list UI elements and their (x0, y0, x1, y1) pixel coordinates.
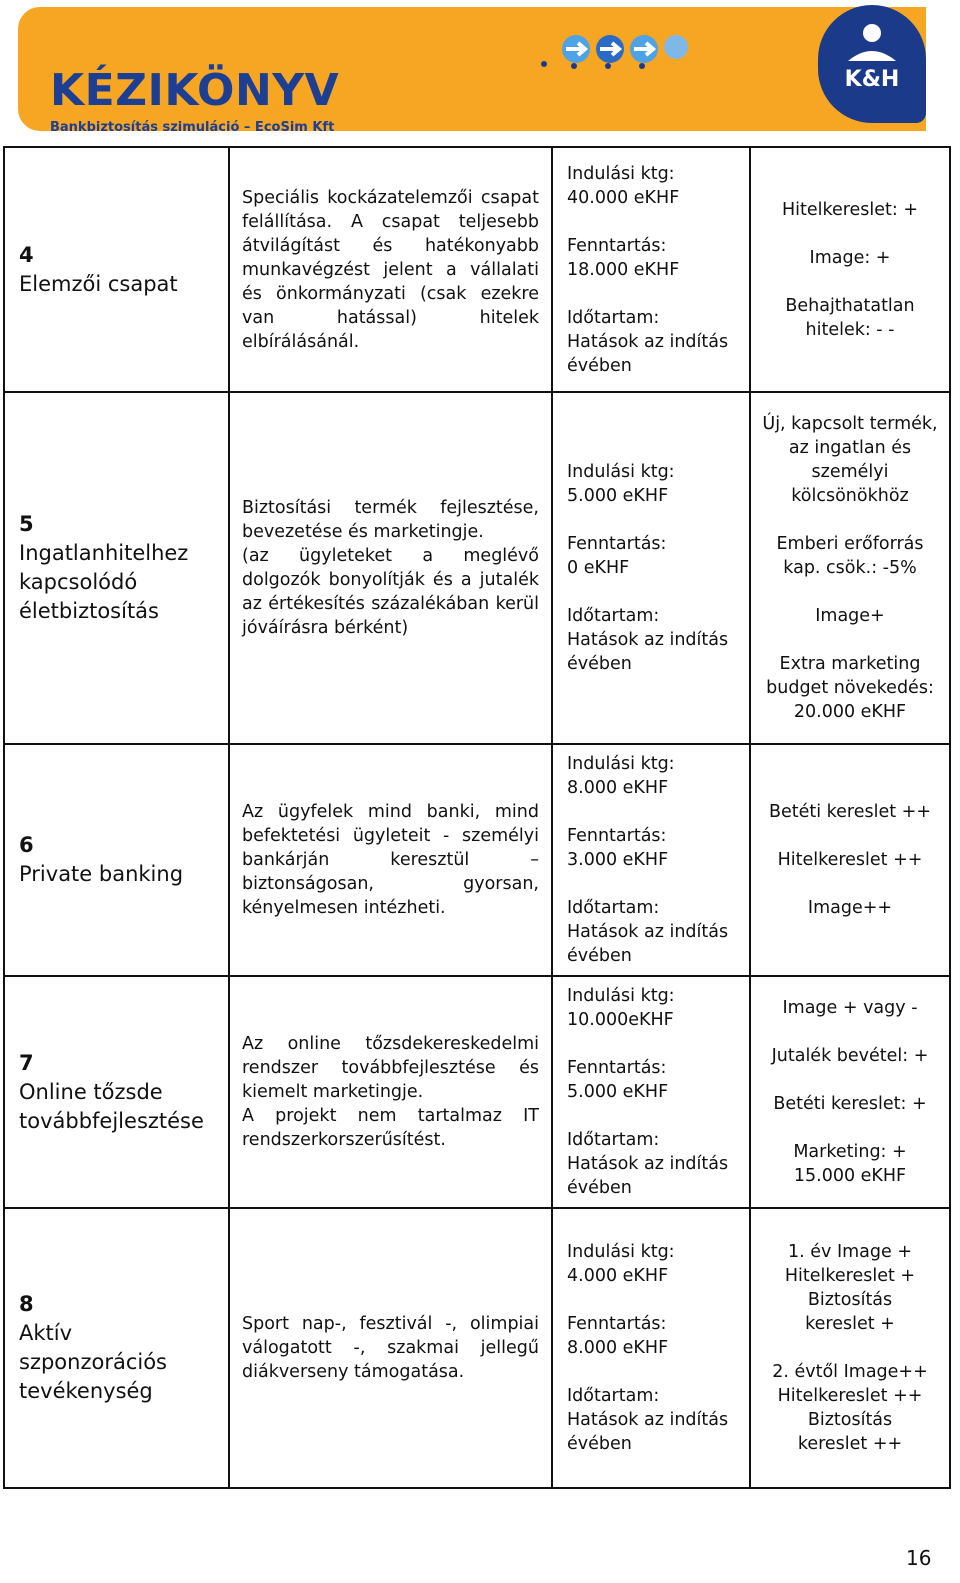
project-name-cell (4, 976, 229, 1208)
effect-text: Emberi erőforrás kap. csök.: -5% (776, 534, 924, 578)
cost-label: Fenntartás: (567, 235, 667, 256)
project-name: Ingatlanhitelhez kapcsolódó életbiztosítás (19, 541, 189, 623)
project-description-cell (229, 976, 552, 1208)
person-logo-icon (844, 23, 900, 63)
description-text: A projekt nem tartalmaz IT rendszerkorszerűsítést. (242, 1106, 539, 1150)
project-number: 7 (19, 1050, 34, 1075)
cost-cell (552, 1208, 750, 1488)
project-name-cell (4, 1208, 229, 1488)
header-banner (18, 7, 926, 135)
description-text: Sport nap-, fesztivál -, olimpiai válogatott -, szakmai jellegű diákverseny támogatása. (242, 1314, 539, 1382)
cost-cell (552, 976, 750, 1208)
cost-label: Időtartam: (567, 898, 660, 918)
project-name: Online tőzsde továbbfejlesztése (19, 1079, 204, 1133)
cost-value: 18.000 eKHF (567, 259, 680, 280)
cost-label: Indulási ktg: (567, 986, 675, 1006)
cost-label: Időtartam: (567, 606, 660, 626)
table-row (4, 392, 950, 744)
cost-value: Hatások az indítás évében (567, 922, 729, 966)
effect-text: Hitelkereslet ++ (777, 850, 923, 870)
project-description-cell (229, 1208, 552, 1488)
project-description-cell (229, 147, 552, 392)
page-number: 16 (906, 1546, 932, 1570)
table-row (4, 1208, 950, 1488)
effect-text: Betéti kereslet: + (773, 1094, 927, 1114)
cost-label: Fenntartás: (567, 534, 667, 554)
cost-value: 8.000 eKHF (567, 1338, 669, 1358)
cost-label: Indulási ktg: (567, 163, 675, 184)
cost-cell (552, 744, 750, 976)
effects-cell (750, 392, 950, 744)
project-number: 6 (19, 833, 34, 857)
effect-text: Új, kapcsolt termék, az ingatlan és személyi kölcsönökhöz (762, 414, 938, 506)
project-number: 4 (19, 242, 34, 267)
description-text: (az ügyleteket a meglévő dolgozók bonyolítják és a jutalék az értékesítés százalékában kerül jóváírásra bérként) (242, 546, 539, 638)
effect-text: Betéti kereslet ++ (768, 802, 932, 822)
cost-value: Hatások az indítás évében (567, 630, 729, 674)
description-text: Az ügyfelek mind banki, mind befektetési ügyleteit - személyi bankárján keresztül – biztonságosan, gyorsan, kényelmesen intézheti. (242, 802, 539, 918)
cost-label: Fenntartás: (567, 826, 667, 846)
cost-label: Időtartam: (567, 1130, 660, 1150)
effects-cell (750, 147, 950, 392)
project-name: Aktív szponzorációs tevékenység (19, 1321, 167, 1403)
cost-label: Fenntartás: (567, 1314, 667, 1334)
project-name-cell (4, 744, 229, 976)
cost-value: 3.000 eKHF (567, 850, 669, 870)
project-table (3, 146, 951, 1489)
table-row (4, 147, 950, 392)
effects-cell (750, 1208, 950, 1488)
cost-label: Indulási ktg: (567, 754, 675, 774)
effect-text: Behajthatatlan hitelek: - - (785, 295, 915, 340)
project-name: Elemzői csapat (19, 271, 178, 296)
effect-text: Image: + (809, 247, 891, 268)
effect-text: Image++ (807, 898, 893, 918)
kh-logo (818, 5, 926, 123)
cost-value: 10.000eKHF (567, 1010, 674, 1030)
cost-value: 5.000 eKHF (567, 1082, 669, 1102)
effects-cell (750, 744, 950, 976)
cost-cell (552, 147, 750, 392)
description-text: Speciális kockázatelemzői csapat felállítása. A csapat teljesebb átvilágítást és hatékonyabb munkavégzést jelent a vállalati és önkormányzati (csak ezekre van hatással) hitelek elbírálásánál. (242, 187, 539, 352)
project-name-cell (4, 147, 229, 392)
manual-title: KÉZIKÖNYV (50, 65, 340, 116)
effect-text: Hitelkereslet: + (781, 199, 919, 220)
logo-text: K&H (844, 67, 900, 92)
cost-label: Indulási ktg: (567, 1242, 675, 1262)
table-row (4, 744, 950, 976)
project-name: Private banking (19, 862, 184, 886)
cost-value: 40.000 eKHF (567, 187, 680, 208)
effect-text: Jutalék bevétel: + (771, 1046, 929, 1066)
project-number: 5 (19, 512, 34, 536)
effect-text: Image+ (815, 606, 885, 626)
cost-cell (552, 392, 750, 744)
cost-value: Hatások az indítás évében (567, 1154, 729, 1198)
effect-text: 1. év Image + Hitelkereslet + Biztosítás kereslet + (784, 1242, 916, 1334)
description-text: Biztosítási termék fejlesztése, bevezetése és marketingje. (242, 498, 539, 542)
cost-value: Hatások az indítás évében (567, 331, 729, 376)
description-text: Az online tőzsdekereskedelmi rendszer továbbfejlesztése és kiemelt marketingje. (242, 1034, 539, 1102)
project-number: 8 (19, 1292, 34, 1316)
table-row (4, 976, 950, 1208)
effects-cell (750, 976, 950, 1208)
cost-label: Indulási ktg: (567, 462, 675, 482)
effect-text: Extra marketing budget növekedés: 20.000 eKHF (766, 654, 934, 722)
cost-value: Hatások az indítás évében (567, 1410, 729, 1454)
project-description-cell (229, 392, 552, 744)
cost-value: 5.000 eKHF (567, 486, 669, 506)
effect-text: Marketing: + 15.000 eKHF (793, 1142, 907, 1186)
cost-value: 0 eKHF (567, 558, 630, 578)
cost-label: Időtartam: (567, 1386, 660, 1406)
effect-text: 2. évtől Image++ Hitelkereslet ++ Biztosítás kereslet ++ (772, 1362, 928, 1454)
project-name-cell (4, 392, 229, 744)
manual-subtitle: Bankbiztosítás szimuláció – EcoSim Kft (50, 120, 335, 135)
effect-text: Image + vagy - (782, 998, 918, 1018)
navigation-arrows-icon (536, 33, 696, 73)
cost-label: Fenntartás: (567, 1058, 667, 1078)
cost-value: 8.000 eKHF (567, 778, 669, 798)
project-description-cell (229, 744, 552, 976)
cost-label: Időtartam: (567, 307, 660, 328)
cost-value: 4.000 eKHF (567, 1266, 669, 1286)
